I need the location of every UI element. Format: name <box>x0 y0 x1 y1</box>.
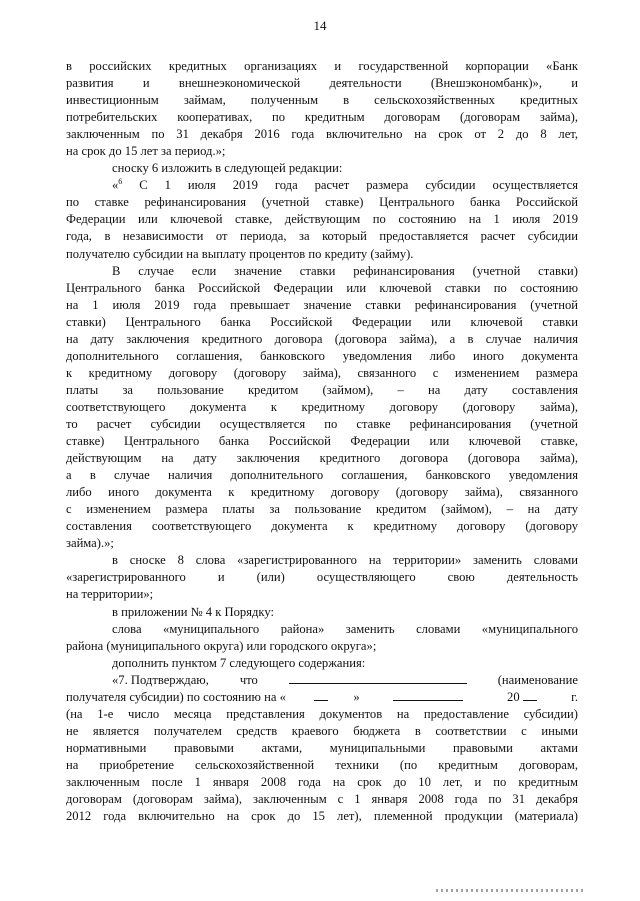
text-line: С 1 июля 2019 года расчет размера субсидии осуществляется <box>139 178 578 193</box>
text-line: 2012 года включительно на срок до 15 лет), племенной продукции (материала) <box>66 809 578 824</box>
text-line: района (муниципального округа) или городского округа»; <box>66 638 377 653</box>
text-line: года, в независимости от периода, за который предоставляется расчет субсидии <box>66 229 578 244</box>
text-line: в сноске 8 слова «зарегистрированного на территории» заменить словами <box>112 553 578 568</box>
text-line: сноску 6 изложить в следующей редакции: <box>112 161 343 176</box>
text-line: инвестиционным займам, полученным в сельскохозяйственных кредитных <box>66 93 578 108</box>
item7-first-line <box>66 672 578 689</box>
day-blank <box>314 689 328 701</box>
year-suffix: г. <box>571 689 578 704</box>
text-line: по ставке рефинансирования (учетной ставке) Центрального банка Российской <box>66 195 578 210</box>
text-line: получателю субсидии на выплату процентов по кредиту (займу). <box>66 246 414 261</box>
footnote-marker: 6 <box>118 177 123 187</box>
text-line: на 1 июля 2019 года превышает значение ставки рефинансирования (учетной <box>66 297 578 312</box>
text-line: договорам (договорам займа), заключенным с 1 января 2008 года по 31 декабря <box>66 792 578 807</box>
text-line: составления соответствующего документа к кредитному договору (договору <box>66 519 578 534</box>
text-line: получателя субсидии) по состоянию на « <box>66 689 286 704</box>
text-line: ставки) Центрального банка Российской Федерации или ключевой ставки <box>66 314 578 329</box>
text-line: дополнить пунктом 7 следующего содержания: <box>112 655 366 670</box>
text-line: платы за пользование кредитом (займом), – на дату составления <box>66 382 578 397</box>
text-line: в приложении № 4 к Порядку: <box>112 604 274 619</box>
text-line: (на 1-е число месяца представления документов на предоставление субсидии) <box>66 706 578 721</box>
text-line: дополнительного соглашения, банковского уведомления либо иного документа <box>66 348 578 363</box>
page-number: 14 <box>313 18 327 33</box>
text-line: на дату заключения кредитного договора (договора займа), а в случае наличия <box>66 331 578 346</box>
document-body <box>66 58 578 825</box>
text-line: на приобретение сельскохозяйственной техники (по кредитным договорам, <box>66 757 578 772</box>
text-line: развития и внешнеэкономической деятельности (Внешэкономбанк)», и <box>66 76 578 91</box>
text-line: в российских кредитных организациях и государственной корпорации «Банк <box>66 59 578 73</box>
text-line: заключенным после 1 января 2008 года на срок до 10 лет, и по кредитным <box>66 774 578 789</box>
text-line: слова «муниципального района» заменить словами «муниципального <box>112 621 578 636</box>
text-line: соответствующего документа к кредитному договору (договору займа), <box>66 399 578 414</box>
text-line: нормативными правовыми актами, муниципальными правовыми актами <box>66 740 578 755</box>
text-line: на срок до 15 лет за период.»; <box>66 144 226 159</box>
open-quote: « <box>112 178 119 193</box>
scan-artifact <box>436 889 586 892</box>
text-line: «зарегистрированного и (или) осуществляющего свою деятельность <box>66 570 578 585</box>
item7-lead: «7. Подтверждаю, <box>112 672 209 687</box>
recipient-name-blank <box>289 672 467 684</box>
text-line: Федерации или ключевой ставке, действующим по состоянию на 1 июля 2019 <box>66 212 578 227</box>
text-line: на территории»; <box>66 587 154 602</box>
item7-name-label: (наименование <box>497 672 578 687</box>
footnote-first-line <box>66 177 578 194</box>
text-line: действующим на дату заключения кредитного договора (договора займа), <box>66 451 578 466</box>
text-line: либо иного документа к кредитному договору (договору займа), связанного <box>66 485 578 500</box>
month-blank <box>393 689 463 701</box>
year-blank <box>523 689 537 701</box>
text-line: заключенным по 31 декабря 2016 года включительно на срок от 2 до 8 лет, <box>66 127 578 142</box>
text-line: а в случае наличия дополнительного соглашения, банковского уведомления <box>66 468 578 483</box>
text-line: потребительских кооперативах, по кредитным договорам (договорам займа), <box>66 110 578 125</box>
year-prefix: 20 <box>507 689 520 704</box>
quote-mid: » <box>353 689 360 704</box>
text-line: ставке) Центрального банка Российской Федерации или ключевой ставке, <box>66 434 578 449</box>
item7-that: что <box>239 672 258 687</box>
text-line: займа).»; <box>66 536 114 551</box>
item7-second-line <box>66 689 578 706</box>
text-line: не является получателем средств краевого бюджета в соответствии с иными <box>66 723 578 738</box>
text-line: то расчет субсидии осуществляется по ставке рефинансирования (учетной <box>66 416 578 431</box>
text-line: Центрального банка Российской Федерации или ключевой ставки по состоянию <box>66 280 578 295</box>
text-line: к кредитному договору (договору займа), связанного с изменением размера <box>66 365 578 380</box>
text-line: В случае если значение ставки рефинансирования (учетной ставки) <box>112 263 578 278</box>
text-line: с изменением размера платы за пользование кредитом (займом), – на дату <box>66 502 578 517</box>
